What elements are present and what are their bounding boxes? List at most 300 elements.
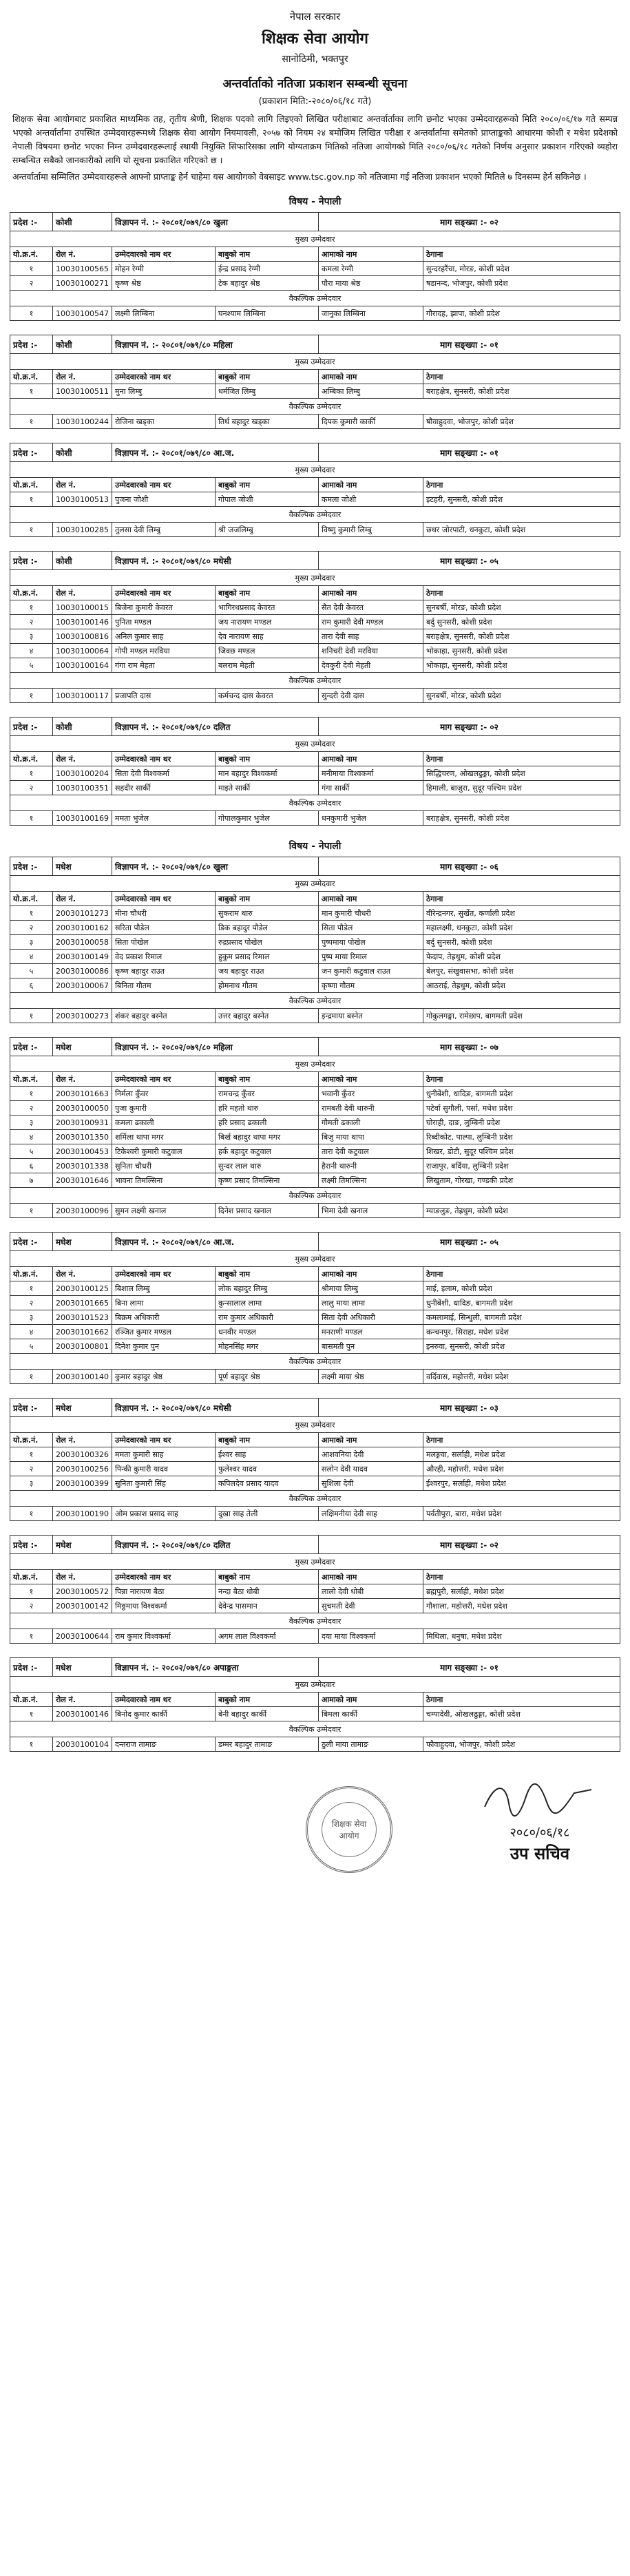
demand-label: माग सङ्ख्या :- [440, 217, 487, 227]
father-name-cell: कुन्सालाल लामा [216, 1296, 319, 1310]
column-header-row [10, 1693, 620, 1707]
demand-label: माग सङ्ख्या :- [440, 1403, 487, 1413]
demand-value: ०५ [490, 1237, 498, 1247]
father-name-cell: अगम लाल विश्वकर्मा [216, 1629, 319, 1644]
address-cell: भोकाहा, सुनसरी, कोशी प्रदेश [423, 658, 620, 673]
address-cell: इनरुवा, सुनसरी, कोशी प्रदेश [423, 1339, 620, 1354]
mother-name-cell: सलोन देवी यादव [319, 1462, 423, 1476]
rank-header: यो.क्र.नं. [10, 1267, 53, 1281]
rank-cell: १ [10, 384, 53, 399]
name-header: उम्मेदवारको नाम थर [112, 1433, 216, 1447]
advertisement-label: विज्ञापन नं. :- [115, 1540, 159, 1550]
mother-name-cell: हैरानी थारुनी [319, 1159, 423, 1173]
column-header-row [10, 752, 620, 766]
main-candidate-row [10, 1281, 620, 1296]
candidate-name-cell: टिकेश्वरी कुमारी कटुवाल [112, 1144, 216, 1159]
province-label: प्रदेश :- [10, 1233, 53, 1251]
father-name-cell: बलराम मेहती [216, 658, 319, 673]
mother-name-cell: लालु माया लामा [319, 1296, 423, 1310]
main-candidate-row [10, 658, 620, 673]
roll-number-cell: 20030100572 [53, 1584, 112, 1599]
father-name-cell: फुलेश्वर यादव [216, 1462, 319, 1476]
mother-name-cell: ठुली माया तामाङ [319, 1737, 423, 1752]
results-table [10, 1037, 620, 1218]
roll-number-cell: 20030100162 [53, 921, 112, 935]
father-name-cell: जय नारायण मण्डल [216, 615, 319, 629]
advertisement-row [10, 1038, 620, 1056]
results-container [10, 195, 620, 1752]
father-name-cell: ईश्वर साह [216, 1447, 319, 1462]
demand-value: ०३ [490, 1403, 498, 1413]
rank-cell: २ [10, 1296, 53, 1310]
candidate-name-cell: अनिल कुमार साह [112, 629, 216, 644]
address-cell: मिथिला, धनुषा, मधेश प्रदेश [423, 1629, 620, 1644]
province-label: प्रदेश :- [10, 213, 53, 231]
mother-name-cell: जन कुमारी कटुवाल राउत [319, 964, 423, 978]
address-cell: फेदाप, तेह्रथुम, कोशी प्रदेश [423, 950, 620, 964]
rank-cell: ३ [10, 935, 53, 950]
demand-value: ०२ [490, 722, 498, 732]
advertisement-block [10, 1657, 620, 1752]
subject-heading: विषय - नेपाली [288, 196, 342, 207]
father-name-cell: होमनाथ गौतम [216, 978, 319, 993]
father-header: बाबुको नाम [216, 247, 319, 262]
rank-cell: २ [10, 1101, 53, 1116]
address-cell: लिखुताम, गोरखा, गण्डकी प्रदेश [423, 1173, 620, 1188]
father-header: बाबुको नाम [216, 1267, 319, 1281]
alternate-candidates-heading: वैकल्पिक उम्मेदवार [10, 399, 620, 415]
alternate-candidates-heading-row [10, 795, 620, 811]
address-cell: ब्रह्मपुरी, सर्लाही, मधेश प्रदेश [423, 1584, 620, 1599]
father-name-cell: मान बहादुर विश्वकर्मा [216, 766, 319, 781]
address-cell: धुनीबेंशी, धादिङ, बागमती प्रदेश [423, 1087, 620, 1101]
demand-count [319, 443, 620, 462]
demand-label: माग सङ्ख्या :- [440, 1237, 487, 1247]
notice-body [12, 112, 618, 184]
advertisement-number [112, 1233, 319, 1251]
father-name-cell: माइते सार्की [216, 781, 319, 795]
candidate-name-cell: निर्मला कुँवर [112, 1087, 216, 1101]
seal-inner [322, 1802, 377, 1857]
roll-number-cell: 20030101523 [53, 1310, 112, 1325]
rank-cell: २ [10, 921, 53, 935]
province-label: प्रदेश :- [10, 1658, 53, 1677]
candidate-name-cell: पिन्की कुमारी यादव [112, 1462, 216, 1476]
rank-cell: २ [10, 1462, 53, 1476]
mother-header: आमाको नाम [319, 1570, 423, 1584]
rank-header: यो.क्र.नं. [10, 1570, 53, 1584]
alternate-candidates-heading-row [10, 507, 620, 523]
father-header: बाबुको नाम [216, 752, 319, 766]
address-header: ठेगाना [423, 478, 620, 492]
province-label: प्रदेश :- [10, 552, 53, 570]
main-candidate-row [10, 615, 620, 629]
address-cell: म्याङलुङ, तेह्रथुम, कोशी प्रदेश [423, 1204, 620, 1218]
mother-name-cell: सिता देवी अधिकारी [319, 1310, 423, 1325]
father-name-cell: जय बहादुर राउत [216, 964, 319, 978]
alternate-candidates-heading-row [10, 1721, 620, 1737]
address-cell: पर्वतीपुरा, बारा, मधेश प्रदेश [423, 1507, 620, 1521]
province-label: प्रदेश :- [10, 1536, 53, 1554]
name-header: उम्मेदवारको नाम थर [112, 752, 216, 766]
father-name-cell: ईन्द्र प्रसाद रेग्मी [216, 262, 319, 276]
advertisement-number [112, 335, 319, 354]
roll-number-cell: 20030100256 [53, 1462, 112, 1476]
mother-name-cell: भवानी कुँवर [319, 1087, 423, 1101]
candidate-name-cell: रोजिना खड्का [112, 415, 216, 429]
alternate-candidate-row [10, 689, 620, 703]
candidate-name-cell: सिता देवी विश्वकर्मा [112, 766, 216, 781]
father-header: बाबुको नाम [216, 1693, 319, 1707]
main-candidate-row [10, 1087, 620, 1101]
demand-value: ०१ [490, 1662, 498, 1673]
notice-paragraph-1: शिक्षक सेवा आयोगबाट प्रकाशित माध्यमिक तह, तृतीय श्रेणी, शिक्षक पदको लागि लिइएको लिखित परीक्षाबाट अन्तर्वार्ताका लागि छनोट भएका उम्मेदवारहरूको मिति २०८०/०६/१७ गते सम्पन्न भएको अन्तर्वार्तामा उपस्थित उम्मेदवारहरूमध्ये शिक्षक सेवा आयोग नियमावली, २०५७ को नियम २४ बमोजिम लिखित परीक्षा र अन्तर्वार्तामा समेतको प्राप्ताङ्कको आधारमा कोशी र मधेश प्रदेशको नेपाली विषयमा छनोट भएका निम्न उम्मेदवारहरूलाई स्थायी नियुक्ति सिफारिसका लागि योग्यताक्रम मितिको नतिजा आयोगको मिति २०८०/०६/१८ गतेको निर्णय अनुसार प्रकाशन गरिएको व्यहोरा सम्बन्धित सबैको जानकारीको लागि यो सूचना प्रकाशित गरिएको छ । [12, 114, 618, 165]
demand-label: माग सङ्ख्या :- [440, 448, 487, 458]
address-header: ठेगाना [423, 1433, 620, 1447]
candidate-name-cell: गंगा राम मेहता [112, 658, 216, 673]
advertisement-value: २०८०१/०७९/८० महिला [161, 339, 233, 350]
rank-cell: ६ [10, 1159, 53, 1173]
advertisement-row [10, 1536, 620, 1554]
advertisement-label: विज्ञापन नं. :- [115, 722, 159, 732]
candidate-name-cell: दिनेश कुमार पुन [112, 1339, 216, 1354]
address-cell: आठराई, तेह्रथुम, कोशी प्रदेश [423, 978, 620, 993]
candidate-name-cell: पुजा कुमारी [112, 1101, 216, 1116]
main-candidate-row [10, 1707, 620, 1721]
rank-cell: ३ [10, 629, 53, 644]
roll-number-cell: 20030100067 [53, 978, 112, 993]
main-candidate-row [10, 1173, 620, 1188]
mother-header: आमाको नाम [319, 892, 423, 906]
main-candidates-heading-row [10, 1677, 620, 1693]
father-name-cell: देवेन्द्र पासमान [216, 1599, 319, 1613]
advertisement-number [112, 213, 319, 231]
alternate-candidate-row [10, 1204, 620, 1218]
rank-header: यो.क्र.नं. [10, 892, 53, 906]
address-cell: माई, इलाम, कोशी प्रदेश [423, 1281, 620, 1296]
advertisement-row [10, 213, 620, 231]
address-cell: कमलामाई, सिन्धुली, बागमती प्रदेश [423, 1310, 620, 1325]
father-name-cell: उत्तर बहादुर बस्नेत [216, 1009, 319, 1023]
demand-value: ०७ [490, 1042, 498, 1052]
candidate-name-cell: राम कुमार विश्वकर्मा [112, 1629, 216, 1644]
main-candidates-heading-row [10, 876, 620, 892]
main-candidate-row [10, 600, 620, 615]
rank-cell: ३ [10, 1310, 53, 1325]
father-name-cell: रामचन्द्र कुँवर [216, 1087, 319, 1101]
roll-number-cell: 20030101646 [53, 1173, 112, 1188]
column-header-row [10, 1433, 620, 1447]
candidate-name-cell: सुनिता चौधरी [112, 1159, 216, 1173]
rank-cell: १ [10, 689, 53, 703]
advertisement-block [10, 1535, 620, 1644]
roll-number-cell: 20030100273 [53, 1009, 112, 1023]
main-candidates-heading-row [10, 1554, 620, 1570]
name-header: उम्मेदवारको नाम थर [112, 1693, 216, 1707]
advertisement-value: २०८०१/०७९/८० खुला [161, 217, 229, 227]
province-value: कोशी [53, 718, 112, 736]
roll-number-cell: 20030100050 [53, 1101, 112, 1116]
mother-header: आमाको नाम [319, 247, 423, 262]
candidate-name-cell: कृष्ण श्रेष्ठ [112, 276, 216, 291]
document-header [10, 10, 620, 107]
demand-label: माग सङ्ख्या :- [440, 1662, 487, 1673]
candidate-name-cell: बिजेना कुमारी केवरत [112, 600, 216, 615]
address-cell: बर्दु सुनसरी, कोशी प्रदेश [423, 935, 620, 950]
candidate-name-cell: भावना तिमल्सिना [112, 1173, 216, 1188]
main-candidate-row [10, 1462, 620, 1476]
main-candidate-row [10, 1584, 620, 1599]
alternate-candidate-row [10, 1629, 620, 1644]
alternate-candidates-heading: वैकल्पिक उम्मेदवार [10, 1188, 620, 1204]
father-name-cell: कपिलदेव प्रसाद यादव [216, 1476, 319, 1491]
alternate-candidate-row [10, 1507, 620, 1521]
advertisement-block [10, 857, 620, 1023]
main-candidates-heading: मुख्य उम्मेदवार [10, 1056, 620, 1072]
candidate-name-cell: सिता पोखेल [112, 935, 216, 950]
advertisement-number [112, 443, 319, 462]
address-cell: इटहरी, सुनसरी, कोशी प्रदेश [423, 492, 620, 507]
candidate-name-cell: बिक्रम अधिकारी [112, 1310, 216, 1325]
results-table [10, 335, 620, 429]
mother-header: आमाको नाम [319, 1267, 423, 1281]
main-candidate-row [10, 644, 620, 658]
advertisement-block [10, 1232, 620, 1384]
mother-name-cell: पौरा माया श्रेष्ठ [319, 276, 423, 291]
notice-paragraph-2: अन्तर्वार्तामा सम्मिलित उम्मेदवारहरूले आफ्नो प्राप्ताङ्क हेर्न चाहेमा यस आयोगको वेबसाइट www.tsc.gov.np को नतिजामा गई नतिजा प्रकाशन भएको मितिले ७ दिनसम्म हेर्न सकिनेछ । [12, 171, 587, 182]
roll-number-cell: 10030100547 [53, 306, 112, 321]
candidate-name-cell: सहदीर सार्की [112, 781, 216, 795]
demand-label: माग सङ्ख्या :- [440, 1042, 487, 1052]
province-label: प्रदेश :- [10, 718, 53, 736]
roll-number-cell: 10030100015 [53, 600, 112, 615]
address-cell: बराहक्षेत्र, सुनसरी, कोशी प्रदेश [423, 811, 620, 826]
advertisement-label: विज्ञापन नं. :- [115, 861, 159, 872]
roll-number-cell: 20030100326 [53, 1447, 112, 1462]
father-name-cell: धर्मजित लिम्बु [216, 384, 319, 399]
advertisement-value: २०८०२/०७९/८० दलित [161, 1540, 231, 1550]
father-name-cell: हरि महतो थारु [216, 1101, 319, 1116]
mother-name-cell: बासमती पुन [319, 1339, 423, 1354]
candidate-name-cell: सुनिता कुमारी सिंह [112, 1476, 216, 1491]
roll-number-cell: 20030101662 [53, 1325, 112, 1339]
roll-number-cell: 10030100064 [53, 644, 112, 658]
father-name-cell: पूर्ण बहादुर श्रेष्ठ [216, 1370, 319, 1384]
address-cell: फौवाहुदवा, भोजपुर, कोशी प्रदेश [423, 1737, 620, 1752]
address-cell: गोकुलगङ्गा, रामेछाप, बागमती प्रदेश [423, 1009, 620, 1023]
mother-name-cell: मान कुमारी चौधरी [319, 906, 423, 921]
address-header: ठेगाना [423, 752, 620, 766]
roll-number-cell: 20030101273 [53, 906, 112, 921]
address-header: ठेगाना [423, 1072, 620, 1087]
advertisement-row [10, 335, 620, 354]
mother-header: आमाको नाम [319, 752, 423, 766]
demand-count [319, 213, 620, 231]
advertisement-number [112, 552, 319, 570]
mother-name-cell: शनिचरी देवी मरविया [319, 644, 423, 658]
advertisement-value: २०८०१/०७९/८० आ.ज. [161, 448, 235, 458]
mother-name-cell: राम कुमारी देवी मण्डल [319, 615, 423, 629]
father-name-cell: मोहनसिंह मगर [216, 1339, 319, 1354]
province-value: मधेश [53, 1536, 112, 1554]
mother-name-cell: दिपक कुमारी कार्की [319, 415, 423, 429]
father-name-cell: दुखा साह तेली [216, 1507, 319, 1521]
candidate-name-cell: बिशाल लिम्बु [112, 1281, 216, 1296]
main-candidates-heading-row [10, 354, 620, 370]
roll-number-cell: 10030100511 [53, 384, 112, 399]
province-value: कोशी [53, 552, 112, 570]
rank-cell: १ [10, 1370, 53, 1384]
alternate-candidate-row [10, 523, 620, 537]
mother-name-cell: आशवनिया देवी [319, 1447, 423, 1462]
father-name-cell: टेक बहादुर श्रेष्ठ [216, 276, 319, 291]
candidate-name-cell: पिन्ना नारायण बैठा [112, 1584, 216, 1599]
main-candidate-row [10, 384, 620, 399]
main-candidates-heading-row [10, 1417, 620, 1433]
rank-cell: ३ [10, 1116, 53, 1130]
alternate-candidates-heading-row [10, 1188, 620, 1204]
roll-number-cell: 20030101665 [53, 1296, 112, 1310]
name-header: उम्मेदवारको नाम थर [112, 478, 216, 492]
main-candidates-heading: मुख्य उम्मेदवार [10, 354, 620, 370]
alternate-candidates-heading-row [10, 993, 620, 1009]
rank-cell: २ [10, 615, 53, 629]
mother-name-cell: कमला रेग्मी [319, 262, 423, 276]
rank-cell: १ [10, 1087, 53, 1101]
mother-header: आमाको नाम [319, 478, 423, 492]
advertisement-value: २०८०२/०७९/८० आ.ज. [161, 1237, 235, 1247]
demand-count [319, 857, 620, 876]
rank-cell: १ [10, 1204, 53, 1218]
roll-header: रोल नं. [53, 892, 112, 906]
mother-name-cell: मनराणी मण्डल [319, 1325, 423, 1339]
father-name-cell: घनश्याम लिम्बिना [216, 306, 319, 321]
address-cell: सुनबर्षी, मोरङ, कोशी प्रदेश [423, 600, 620, 615]
mother-name-cell: पुष्प माया रिमाल [319, 950, 423, 964]
roll-number-cell: 20030100086 [53, 964, 112, 978]
address-cell: सुन्दरहरैंचा, मोरङ, कोशी प्रदेश [423, 262, 620, 276]
roll-header: रोल नं. [53, 370, 112, 384]
mother-header: आमाको नाम [319, 1072, 423, 1087]
province-value: मधेश [53, 1658, 112, 1677]
results-table [10, 1398, 620, 1521]
name-header: उम्मेदवारको नाम थर [112, 1072, 216, 1087]
address-cell: भोकाहा, सुनसरी, कोशी प्रदेश [423, 644, 620, 658]
demand-count [319, 718, 620, 736]
roll-number-cell: 20030100931 [53, 1116, 112, 1130]
publish-date: (प्रकाशन मिति:-२०८०/०६/१८ गते) [258, 96, 372, 107]
column-header-row [10, 892, 620, 906]
father-header: बाबुको नाम [216, 1570, 319, 1584]
candidate-name-cell: ममता भुजेल [112, 811, 216, 826]
father-name-cell: धनवीर मण्डल [216, 1325, 319, 1339]
candidate-name-cell: ओम प्रकाश प्रसाद साह [112, 1507, 216, 1521]
rank-cell: १ [10, 1584, 53, 1599]
results-table [10, 857, 620, 1023]
office-seal [306, 1786, 392, 1873]
father-name-cell: गोपालकुमार भुजेल [216, 811, 319, 826]
notice-title: अन्तर्वार्ताको नतिजा प्रकाशन सम्बन्धी सूचना [222, 77, 408, 91]
address-cell: मलङ्गवा, सर्लाही, मधेश प्रदेश [423, 1447, 620, 1462]
demand-count [319, 1658, 620, 1677]
column-header-row [10, 370, 620, 384]
candidate-name-cell: तुलसा देवी लिम्बु [112, 523, 216, 537]
name-header: उम्मेदवारको नाम थर [112, 247, 216, 262]
main-candidates-heading: मुख्य उम्मेदवार [10, 876, 620, 892]
father-name-cell: बेनी बहादुर कार्की [216, 1707, 319, 1721]
mother-name-cell: तारा देवी कटुवाल [319, 1144, 423, 1159]
advertisement-label: विज्ञापन नं. :- [115, 339, 159, 350]
results-table [10, 443, 620, 537]
roll-number-cell: 20030101338 [53, 1159, 112, 1173]
address-cell: बराहक्षेत्र, सुनसरी, कोशी प्रदेश [423, 384, 620, 399]
demand-label: माग सङ्ख्या :- [440, 339, 487, 350]
roll-number-cell: 10030100513 [53, 492, 112, 507]
demand-value: ०१ [490, 339, 498, 350]
address-cell: ईश्वरपुर, सर्लाही, मधेश प्रदेश [423, 1476, 620, 1491]
address-header: ठेगाना [423, 892, 620, 906]
mother-name-cell: मनीमाया विश्वकर्मा [319, 766, 423, 781]
province-label: प्रदेश :- [10, 335, 53, 354]
advertisement-row [10, 1233, 620, 1251]
address-cell: औरही, महोत्तरी, मधेश प्रदेश [423, 1462, 620, 1476]
alternate-candidates-heading: वैकल्पिक उम्मेदवार [10, 1721, 620, 1737]
alternate-candidates-heading: वैकल्पिक उम्मेदवार [10, 795, 620, 811]
signature-scribble [478, 1776, 602, 1824]
roll-number-cell: 20030100142 [53, 1599, 112, 1613]
roll-header: रोल नं. [53, 586, 112, 600]
roll-header: रोल नं. [53, 1693, 112, 1707]
address-cell: चम्पादेवी, ओखलढुङ्गा, कोशी प्रदेश [423, 1707, 620, 1721]
address-cell: कन्चनपुर, सिराहा, मधेश प्रदेश [423, 1325, 620, 1339]
mother-name-cell: गंगा सार्की [319, 781, 423, 795]
roll-header: रोल नं. [53, 1433, 112, 1447]
mother-name-cell: लक्षिमनीया देवी साह [319, 1507, 423, 1521]
alternate-candidates-heading: वैकल्पिक उम्मेदवार [10, 993, 620, 1009]
father-name-cell: गोपाल जोशी [216, 492, 319, 507]
roll-number-cell: 20030100453 [53, 1144, 112, 1159]
address-cell: वर्दिवास, महोत्तरी, मधेश प्रदेश [423, 1370, 620, 1384]
alternate-candidates-heading-row [10, 1354, 620, 1370]
candidate-name-cell: लक्ष्मी लिम्बिना [112, 306, 216, 321]
province-value: मधेश [53, 857, 112, 876]
father-name-cell: राम कुमार अधिकारी [216, 1310, 319, 1325]
mother-name-cell: सुन्दरी देवी दास [319, 689, 423, 703]
rank-cell: १ [10, 600, 53, 615]
father-name-cell: हुकुम प्रसाद रिमाल [216, 950, 319, 964]
mother-name-cell: सैत देवी केवरत [319, 600, 423, 615]
demand-value: ०१ [490, 448, 498, 458]
address-cell: गौरादह, झापा, कोशी प्रदेश [423, 306, 620, 321]
advertisement-number [112, 1038, 319, 1056]
candidate-name-cell: बिनिता गौतम [112, 978, 216, 993]
demand-label: माग सङ्ख्या :- [440, 861, 487, 872]
main-candidate-row [10, 276, 620, 291]
name-header: उम्मेदवारको नाम थर [112, 370, 216, 384]
address-header: ठेगाना [423, 1267, 620, 1281]
address-cell: घोराही, दाङ, लुम्बिनी प्रदेश [423, 1116, 620, 1130]
main-candidates-heading: मुख्य उम्मेदवार [10, 1554, 620, 1570]
main-candidate-row [10, 1159, 620, 1173]
rank-cell: १ [10, 1281, 53, 1296]
main-candidate-row [10, 1144, 620, 1159]
province-value: कोशी [53, 443, 112, 462]
rank-header: यो.क्र.नं. [10, 752, 53, 766]
main-candidates-heading: मुख्य उम्मेदवार [10, 1251, 620, 1267]
main-candidates-heading-row [10, 1056, 620, 1072]
mother-header: आमाको नाम [319, 1693, 423, 1707]
address-header: ठेगाना [423, 586, 620, 600]
